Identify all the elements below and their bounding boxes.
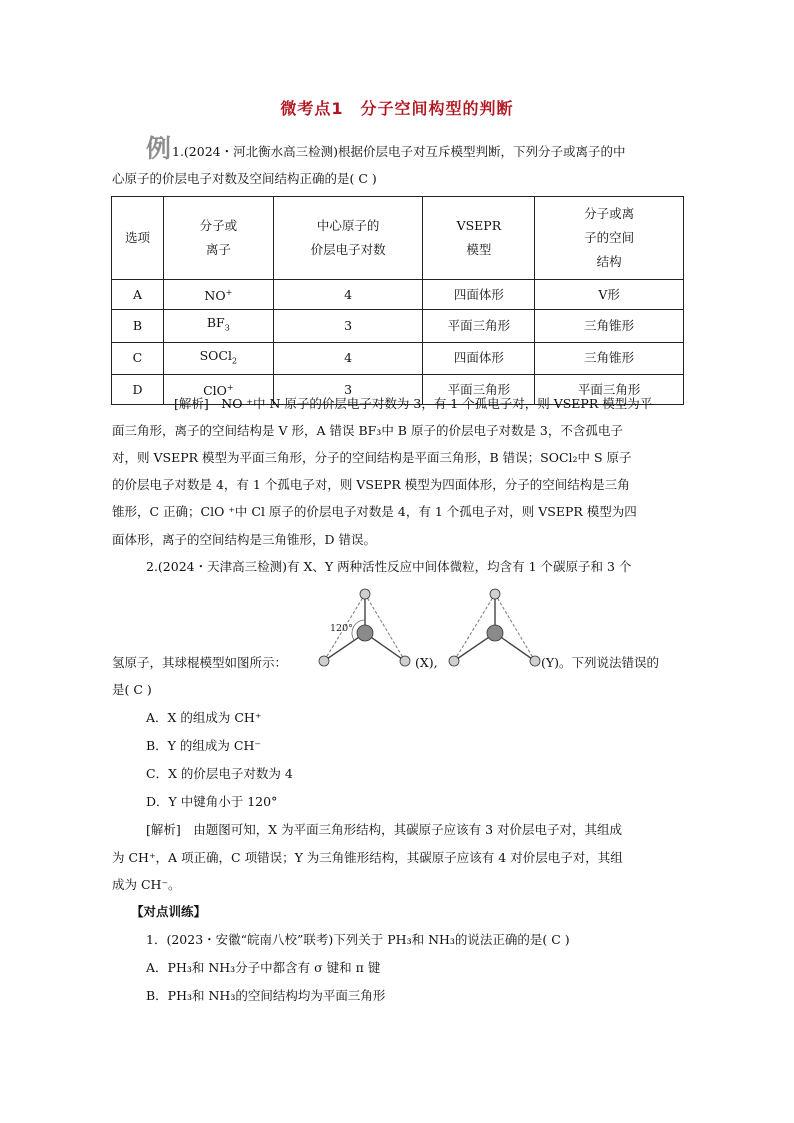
shape-cell: 三角锥形 (535, 342, 684, 375)
shape-cell: 平面三角形 (535, 375, 684, 405)
example-mark: 例 (146, 134, 172, 163)
vsepr-cell: 四面体形 (423, 280, 535, 310)
species-formula: ClO (203, 383, 227, 399)
vsepr-cell: 平面三角形 (423, 310, 535, 343)
species-formula: BF (206, 315, 225, 331)
carbon-atom (357, 625, 373, 641)
q2-line3: 是( C ) (112, 682, 152, 697)
hydrogen-atom (530, 656, 540, 666)
analysis2-line: 成为 CH⁻。 (112, 877, 181, 892)
q2-option: B．Y 的组成为 CH⁻ (146, 738, 261, 753)
pairs-cell: 4 (273, 280, 423, 310)
header-cell (112, 197, 164, 280)
species-formula: SOCl (199, 347, 232, 363)
option-cell: D (112, 375, 164, 405)
analysis2-line: 为 CH⁺，A 项正确，C 项错误；Y 为三角锥形结构，其碳原子应该有 4 对价层电子对，其组 (112, 850, 623, 865)
q2-option: A．X 的组成为 CH⁺ (146, 710, 262, 725)
table-row (112, 310, 684, 343)
carbon-atom (487, 625, 503, 641)
options-table (111, 196, 684, 405)
analysis1-line: 面体形，离子的空间结构是三角锥形，D 错误。 (112, 532, 376, 547)
species-formula: NO (204, 288, 226, 304)
label-x: (X), (415, 655, 438, 670)
practice-option: A．PH₃和 NH₃分子中都含有 σ 键和 π 键 (146, 960, 381, 975)
option-cell: A (112, 280, 164, 310)
label-y: (Y)。下列说法错误的 (541, 655, 660, 670)
header-text: 选项 (124, 230, 150, 245)
header-text: 中心原子的 价层电子对数 (310, 218, 386, 257)
vsepr-cell: 四面体形 (423, 342, 535, 375)
pairs-cell: 3 (273, 310, 423, 343)
pairs-cell: 4 (273, 342, 423, 375)
practice-heading: 【对点训练】 (131, 904, 207, 919)
header-text: 分子或离 子的空间 结构 (584, 206, 635, 269)
hydrogen-atom (400, 656, 410, 666)
shape-cell: V形 (535, 280, 684, 310)
q1-line2: 心原子的价层电子对数及空间结构正确的是( C ) (112, 171, 377, 186)
hydrogen-atom (490, 589, 500, 599)
model-x-diagram (316, 584, 416, 670)
vsepr-cell: 平面三角形 (423, 375, 535, 405)
analysis1-line: 对，则 VSEPR 模型为平面三角形，分子的空间结构是平面三角形，B 错误；SOCl₂中 S 原子 (112, 450, 632, 465)
option-cell: C (112, 342, 164, 375)
q1-line1: 1.(2024・河北衡水高三检测)根据价层电子对互斥模型判断，下列分子或离子的中 (172, 144, 626, 159)
header-cell (535, 197, 684, 280)
header-cell (273, 197, 423, 280)
species-cell (163, 342, 273, 375)
table-row (112, 280, 684, 310)
page-title: 微考点1 分子空间构型的判断 (280, 99, 514, 118)
model-y-diagram (446, 584, 546, 670)
table-header-row (112, 197, 684, 280)
pairs-cell: 3 (273, 375, 423, 405)
header-text: VSEPR 模型 (456, 218, 502, 257)
practice-question: 1．(2023・安徽“皖南八校”联考)下列关于 PH₃和 NH₃的说法正确的是( C ) (146, 932, 570, 947)
header-cell (163, 197, 273, 280)
q2-option: C．X 的价层电子对数为 4 (146, 766, 293, 781)
subscript: 3 (224, 323, 230, 333)
hydrogen-atom (360, 589, 370, 599)
analysis2-line: [解析] 由题图可知，X 为平面三角形结构，其碳原子应该有 3 对价层电子对，其组成 (146, 822, 623, 837)
practice-option: B．PH₃和 NH₃的空间结构均为平面三角形 (146, 988, 386, 1003)
q2-option: D．Y 中键角小于 120° (146, 794, 278, 809)
header-cell (423, 197, 535, 280)
q2-line1: 2.(2024・天津高三检测)有 X、Y 两种活性反应中间体微粒，均含有 1 个碳原子和 3 个 (146, 559, 632, 574)
analysis1-line: 锥形，C 正确；ClO ⁺中 Cl 原子的价层电子对数是 4，有 1 个孤电子对，则 VSEPR 模型为四 (112, 504, 637, 519)
charge-mark: + (226, 383, 234, 393)
subscript: 2 (231, 356, 238, 366)
option-cell: B (112, 310, 164, 343)
analysis1-line: [解析] NO ⁺中 N 原子的价层电子对数为 3，有 1 个孤电子对，则 VSEPR 模型为平 (174, 396, 653, 411)
charge-mark: + (225, 288, 233, 297)
species-cell (163, 280, 273, 310)
table-row (112, 342, 684, 375)
header-text: 分子或 离子 (199, 218, 238, 257)
analysis1-line: 的价层电子对数是 4，有 1 个孤电子对，则 VSEPR 模型为四面体形，分子的空间结构是三角 (112, 477, 630, 492)
shape-cell: 三角锥形 (535, 310, 684, 343)
analysis1-line: 面三角形，离子的空间结构是 V 形，A 错误 BF₃中 B 原子的价层电子对数是 3，不含孤电子 (112, 423, 623, 438)
angle-label: 120° (330, 623, 353, 634)
q2-line2a: 氢原子，其球棍模型如图所示： (112, 655, 288, 670)
species-cell (163, 310, 273, 343)
